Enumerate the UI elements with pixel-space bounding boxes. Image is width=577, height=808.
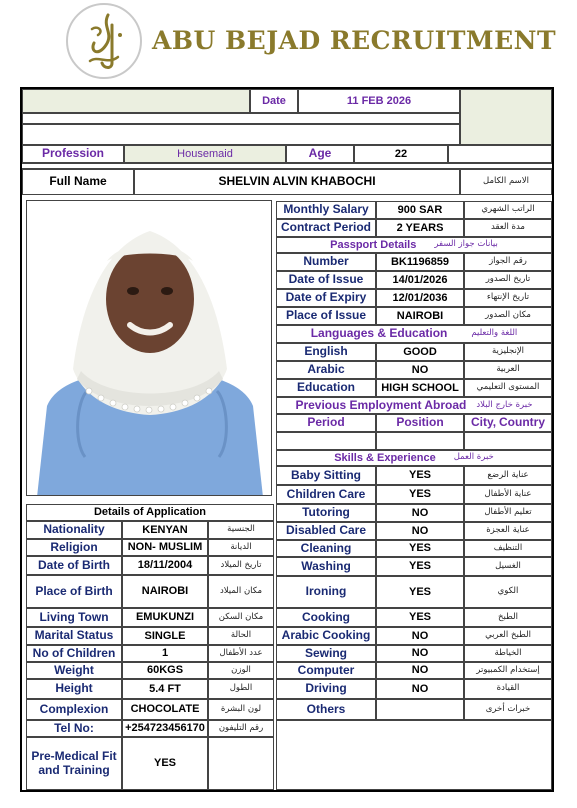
skill-label: Arabic Cooking: [276, 627, 376, 645]
passport-label: Date of Expiry: [276, 289, 376, 307]
skill-value: NO: [376, 627, 464, 645]
language-value: NO: [376, 361, 464, 379]
application-label: Tel No:: [26, 720, 122, 737]
skill-label: Children Care: [276, 485, 376, 504]
application-value: NON- MUSLIM: [122, 539, 208, 556]
contract-arabic: مدة العقد: [464, 219, 552, 237]
application-title: Details of Application: [26, 504, 274, 521]
passport-value: 12/01/2036: [376, 289, 464, 307]
passport-value: 14/01/2026: [376, 271, 464, 289]
application-label: Nationality: [26, 521, 122, 539]
skill-value: YES: [376, 466, 464, 485]
application-label: Date of Birth: [26, 556, 122, 575]
application-arabic: الديانة: [208, 539, 274, 556]
skill-value: YES: [376, 485, 464, 504]
skill-arabic: الطبخ: [464, 608, 552, 627]
application-value: NAIROBI: [122, 575, 208, 608]
application-arabic: الطول: [208, 679, 274, 699]
application-label: Height: [26, 679, 122, 699]
skill-value: YES: [376, 540, 464, 557]
employment-empty-cell: [376, 432, 464, 450]
skill-arabic: القيادة: [464, 679, 552, 699]
language-value: HIGH SCHOOL: [376, 379, 464, 397]
application-arabic: الحالة: [208, 627, 274, 645]
skill-arabic: خبرات أخرى: [464, 699, 552, 720]
passport-arabic: رقم الجواز: [464, 253, 552, 271]
skill-label: Washing: [276, 557, 376, 576]
passport-value: NAIROBI: [376, 307, 464, 325]
application-label: Pre-Medical Fit and Training: [26, 737, 122, 790]
skill-label: Disabled Care: [276, 522, 376, 540]
application-arabic: مكان الميلاد: [208, 575, 274, 608]
language-arabic: العربية: [464, 361, 552, 379]
application-value: 5.4 FT: [122, 679, 208, 699]
blank-cell: [22, 89, 250, 113]
application-value: SINGLE: [122, 627, 208, 645]
skill-value: YES: [376, 608, 464, 627]
skill-value: NO: [376, 504, 464, 522]
skill-arabic: الكوي: [464, 576, 552, 608]
skill-arabic: تعليم الأطفال: [464, 504, 552, 522]
skill-value: NO: [376, 679, 464, 699]
skill-value: YES: [376, 576, 464, 608]
candidate-photo: [26, 200, 272, 496]
skill-label: Ironing: [276, 576, 376, 608]
skill-value: NO: [376, 522, 464, 540]
application-label: Marital Status: [26, 627, 122, 645]
skill-label: Driving: [276, 679, 376, 699]
application-label: Complexion: [26, 699, 122, 720]
skill-value: YES: [376, 557, 464, 576]
calligraphy-logo-icon: [66, 3, 142, 79]
col-period: Period: [276, 414, 376, 432]
company-name: ABU BEJAD RECRUITMENT: [152, 26, 557, 55]
application-label: No of Children: [26, 645, 122, 662]
blank-row: [22, 113, 460, 124]
col-country: Country: [499, 415, 545, 430]
age-value: 22: [354, 145, 448, 163]
passport-label: Date of Issue: [276, 271, 376, 289]
contract-value: 900 SAR: [376, 201, 464, 219]
languages-title-arabic: اللغة والتعليم: [471, 328, 518, 339]
passport-value: BK1196859: [376, 253, 464, 271]
cv-sheet: [20, 87, 554, 792]
skills-title-cell: [276, 450, 552, 466]
date-label: Date: [250, 89, 298, 113]
skill-label: Cleaning: [276, 540, 376, 557]
skill-arabic: الخياطة: [464, 645, 552, 662]
blank-cell: [460, 89, 552, 145]
languages-title: Languages & Education: [310, 326, 448, 341]
date-value: 11 FEB 2026: [298, 89, 460, 113]
application-arabic: رقم التليفون: [208, 720, 274, 737]
skill-arabic: الطبخ العربي: [464, 627, 552, 645]
skill-label: Tutoring: [276, 504, 376, 522]
fullname-label: Full Name: [22, 169, 134, 195]
application-value: KENYAN: [122, 521, 208, 539]
page-header: [0, 0, 577, 82]
skill-value: NO: [376, 662, 464, 679]
passport-arabic: مكان الصدور: [464, 307, 552, 325]
language-arabic: المستوى التعليمي: [464, 379, 552, 397]
fullname-value: SHELVIN ALVIN KHABOCHI: [134, 169, 460, 195]
languages-title-cell: [276, 325, 552, 343]
skill-label: Cooking: [276, 608, 376, 627]
application-arabic: الجنسية: [208, 521, 274, 539]
application-value: 18/11/2004: [122, 556, 208, 575]
col-city-country: [464, 414, 552, 432]
skill-arabic: الغسيل: [464, 557, 552, 576]
employment-empty-cell: [464, 432, 552, 450]
passport-label: Number: [276, 253, 376, 271]
col-city: City,: [471, 415, 497, 430]
skill-label: Computer: [276, 662, 376, 679]
skills-title: Skills & Experience: [334, 451, 436, 464]
passport-label: Place of Issue: [276, 307, 376, 325]
language-label: Arabic: [276, 361, 376, 379]
passport-arabic: تاريخ الصدور: [464, 271, 552, 289]
skill-label: Others: [276, 699, 376, 720]
skill-arabic: إستخدام الكمبيوتر: [464, 662, 552, 679]
skill-arabic: عناية الرضع: [464, 466, 552, 485]
skill-arabic: عناية الأطفال: [464, 485, 552, 504]
application-arabic: مكان السكن: [208, 608, 274, 627]
age-label: Age: [286, 145, 354, 163]
contract-label: Contract Period: [276, 219, 376, 237]
application-value: +254723456170: [122, 720, 208, 737]
skill-label: Sewing: [276, 645, 376, 662]
skill-arabic: عناية العجزة: [464, 522, 552, 540]
application-label: Place of Birth: [26, 575, 122, 608]
fullname-arabic: الاسم الكامل: [460, 169, 552, 195]
employment-empty-cell: [276, 432, 376, 450]
application-label: Weight: [26, 662, 122, 679]
application-label: Living Town: [26, 608, 122, 627]
contract-value: 2 YEARS: [376, 219, 464, 237]
application-arabic: عدد الأطفال: [208, 645, 274, 662]
passport-title-cell: [276, 237, 552, 253]
application-arabic: تاريخ الميلاد: [208, 556, 274, 575]
skill-value: NO: [376, 645, 464, 662]
employment-title-cell: [276, 397, 552, 414]
language-label: English: [276, 343, 376, 361]
application-value: CHOCOLATE: [122, 699, 208, 720]
language-label: Education: [276, 379, 376, 397]
application-value: 1: [122, 645, 208, 662]
application-arabic: [208, 737, 274, 790]
application-value: 60KGS: [122, 662, 208, 679]
skill-label: Baby Sitting: [276, 466, 376, 485]
application-value: YES: [122, 737, 208, 790]
empty-bottom-cell: [276, 720, 552, 790]
application-value: EMUKUNZI: [122, 608, 208, 627]
language-value: GOOD: [376, 343, 464, 361]
skills-title-arabic: خبرة العمل: [453, 452, 494, 463]
skill-value: [376, 699, 464, 720]
contract-arabic: الراتب الشهري: [464, 201, 552, 219]
skill-arabic: التنظيف: [464, 540, 552, 557]
passport-title-arabic: بيانات جواز السفر: [434, 239, 498, 250]
blank-cell: [448, 145, 552, 163]
passport-arabic: تاريخ الإنتهاء: [464, 289, 552, 307]
application-arabic: لون البشرة: [208, 699, 274, 720]
profession-label: Profession: [22, 145, 124, 163]
col-position: Position: [376, 414, 464, 432]
passport-title: Passport Details: [330, 238, 417, 251]
contract-label: Monthly Salary: [276, 201, 376, 219]
application-label: Religion: [26, 539, 122, 556]
application-arabic: الوزن: [208, 662, 274, 679]
language-arabic: الإنجليزية: [464, 343, 552, 361]
blank-row: [22, 124, 460, 145]
profession-value: Housemaid: [124, 145, 286, 163]
employment-title-arabic: خبرة خارج البلاد: [476, 399, 533, 410]
employment-title: Previous Employment Abroad: [295, 397, 467, 412]
